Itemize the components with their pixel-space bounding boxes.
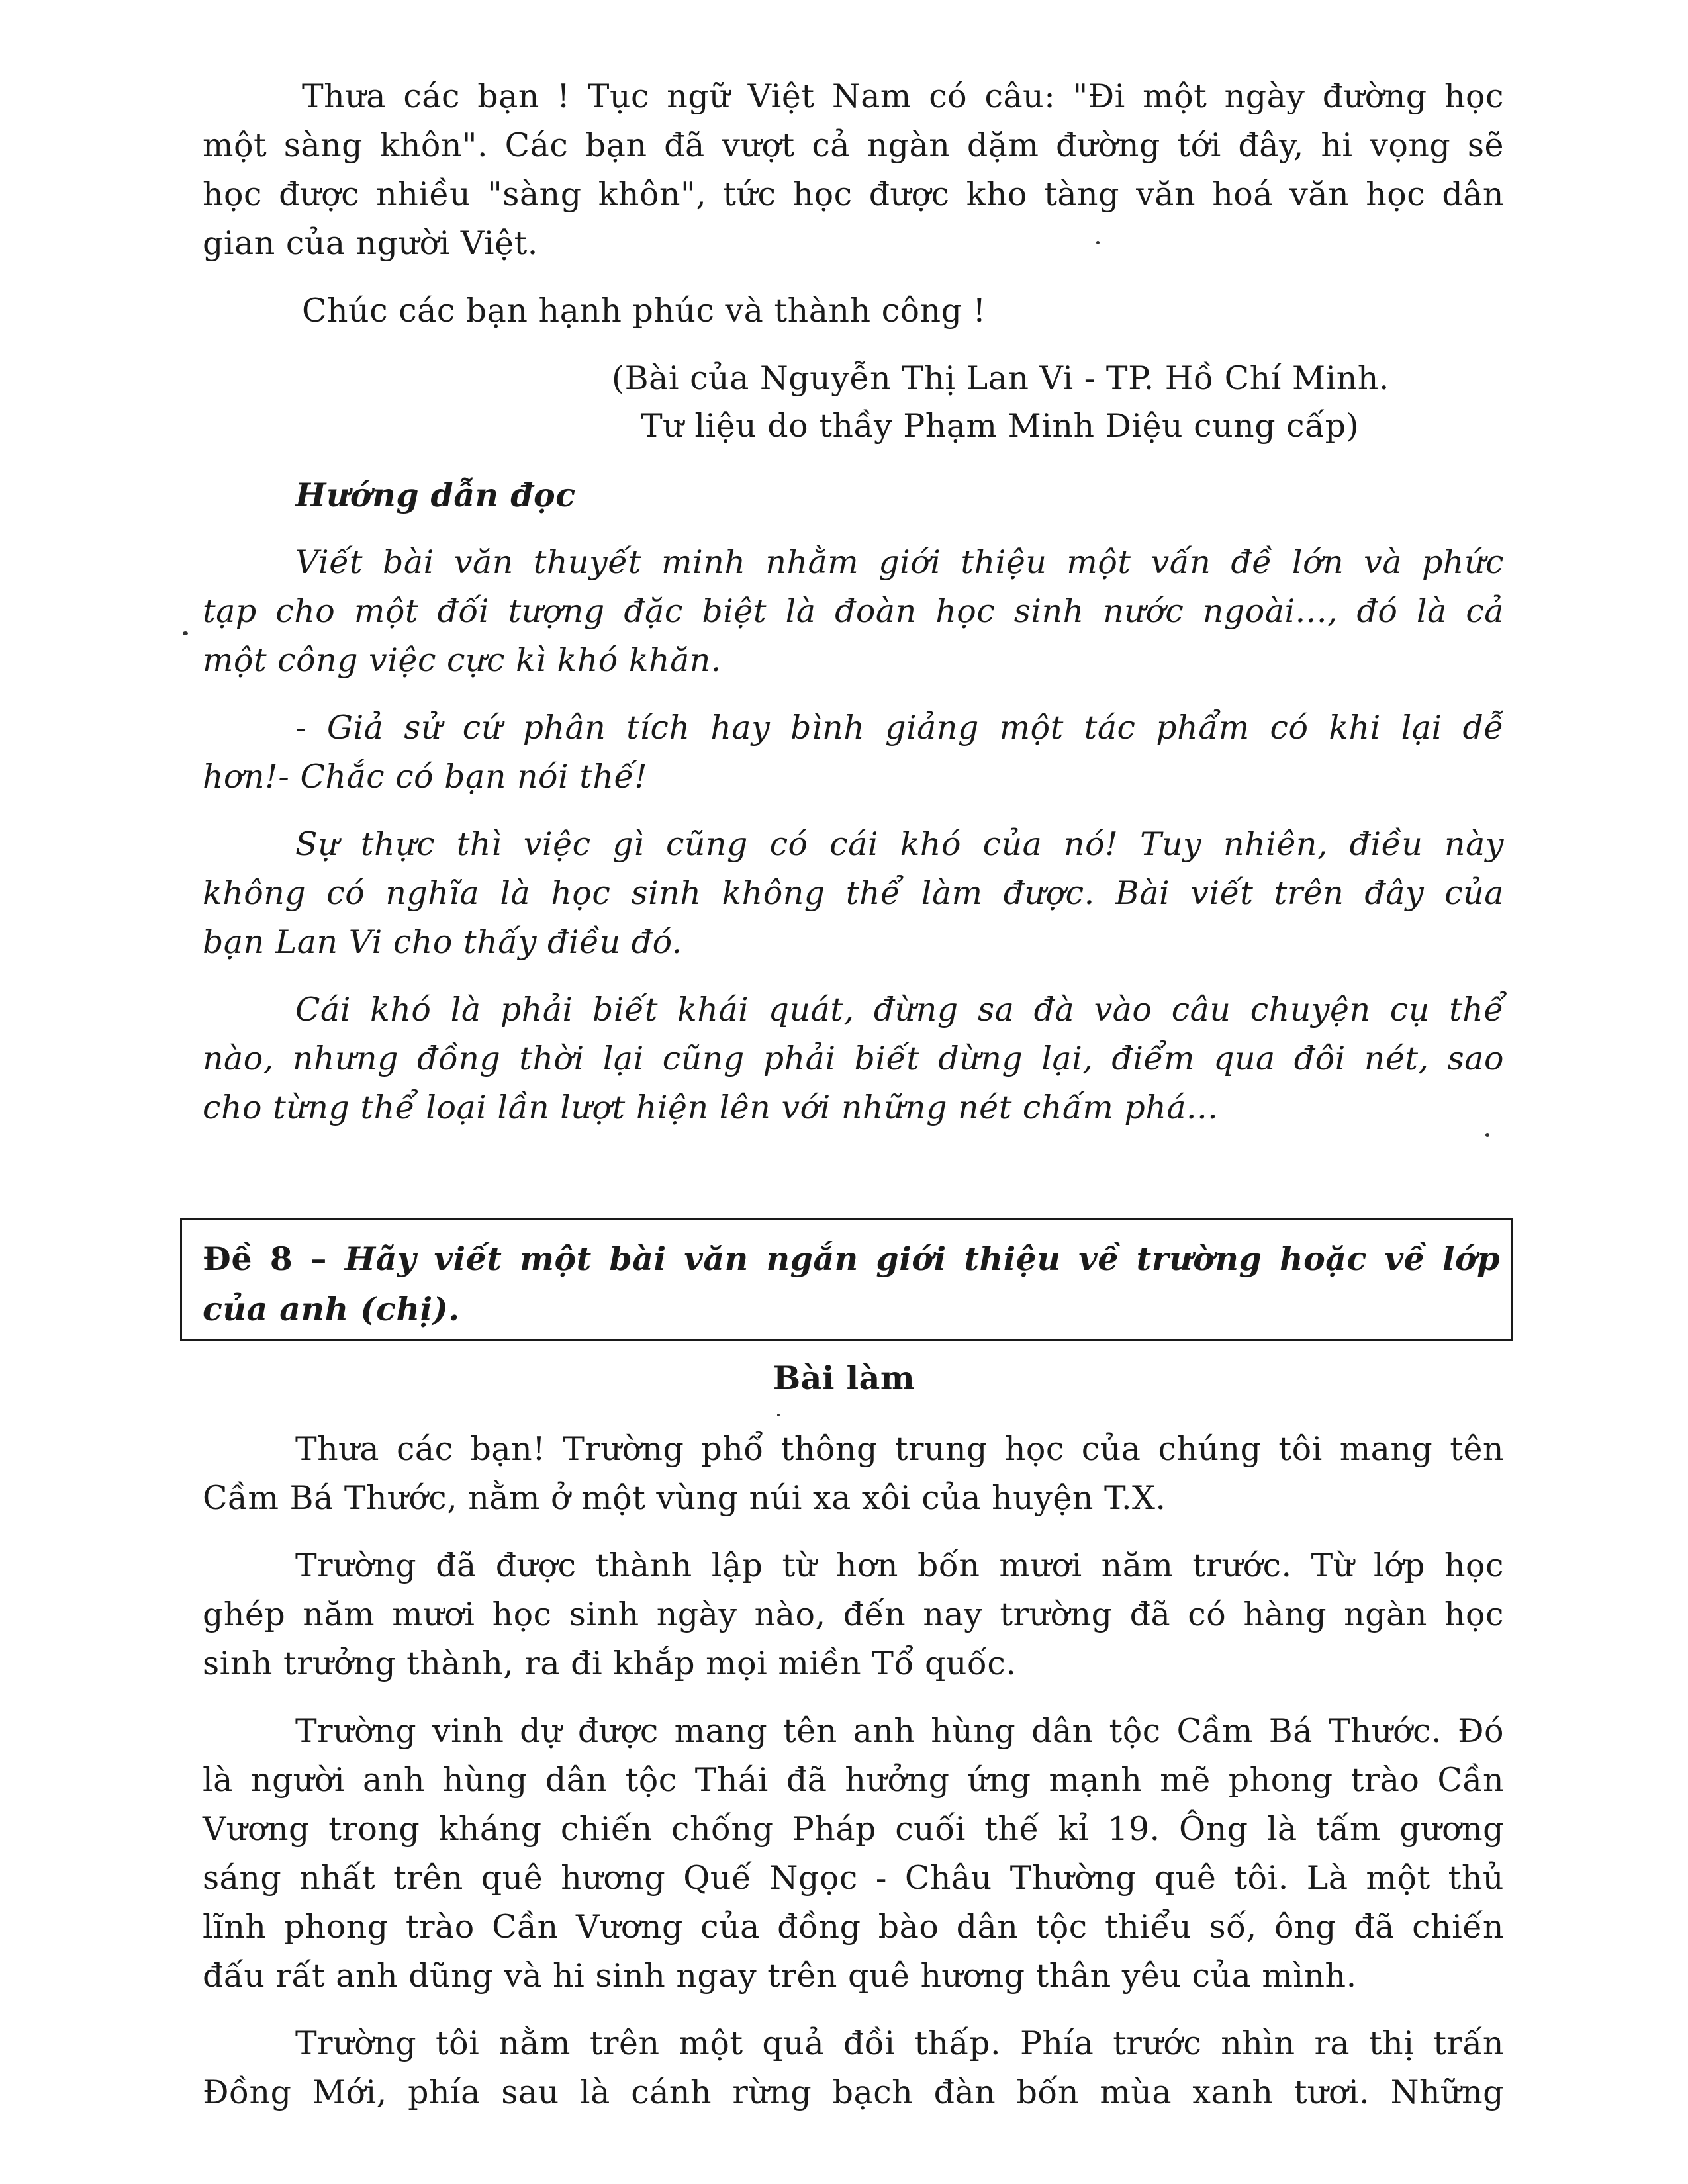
text-line: một sàng khôn". Các bạn đã vượt cả ngàn dặm đường tới đây, hi vọng sẽ	[203, 126, 1504, 164]
scan-speck	[183, 631, 188, 635]
scan-speck	[777, 1414, 780, 1416]
answer-heading: Bài làm	[773, 1359, 915, 1397]
text-line: tạp cho một đối tượng đặc biệt là đoàn học sinh nước ngoài..., đó là cả	[203, 592, 1504, 630]
text-line: Cầm Bá Thước, nằm ở một vùng núi xa xôi của huyện T.X.	[203, 1479, 1166, 1517]
scan-speck	[1485, 1133, 1489, 1137]
text-line: Trường vinh dự được mang tên anh hùng dân tộc Cầm Bá Thước. Đó	[295, 1712, 1504, 1750]
text-line: cho từng thể loại lần lượt hiện lên với những nét chấm phá...	[203, 1089, 1219, 1126]
text-line: Chúc các bạn hạnh phúc và thành công !	[302, 292, 986, 330]
text-line: hơn!- Chắc có bạn nói thế!	[203, 758, 648, 796]
text-line: lĩnh phong trào Cần Vương của đồng bào dân tộc thiểu số, ông đã chiến	[203, 1908, 1504, 1946]
source-note-line: Tư liệu do thầy Phạm Minh Diệu cung cấp)	[641, 407, 1360, 445]
text-line: Trường tôi nằm trên một quả đồi thấp. Phía trước nhìn ra thị trấn	[295, 2025, 1504, 2062]
text-line: Trường đã được thành lập từ hơn bốn mươi năm trước. Từ lớp học	[295, 1547, 1504, 1584]
exercise-prompt: Hãy viết một bài văn ngắn giới thiệu về trường hoặc về lớp	[344, 1240, 1501, 1278]
scan-speck	[1096, 241, 1100, 244]
text-line: học được nhiều "sàng khôn", tức học được kho tàng văn hoá văn học dân	[203, 175, 1504, 213]
source-note-line: (Bài của Nguyễn Thị Lan Vi - TP. Hồ Chí Minh.	[612, 359, 1389, 397]
text-line: Viết bài văn thuyết minh nhằm giới thiệu một vấn đề lớn và phức	[295, 543, 1504, 581]
text-line: đấu rất anh dũng và hi sinh ngay trên quê hương thân yêu của mình.	[203, 1957, 1357, 1995]
text-line: Thưa các bạn ! Tục ngữ Việt Nam có câu: "Đi một ngày đường học	[302, 77, 1504, 115]
guide-heading: Hướng dẫn đọc	[295, 476, 576, 514]
text-line: là người anh hùng dân tộc Thái đã hưởng ứng mạnh mẽ phong trào Cần	[203, 1761, 1504, 1799]
text-line: - Giả sử cứ phân tích hay bình giảng một tác phẩm có khi lại dễ	[295, 709, 1504, 747]
text-line: sáng nhất trên quê hương Quế Ngọc - Châu Thường quê tôi. Là một thủ	[203, 1859, 1504, 1897]
exercise-line-2: của anh (chị).	[203, 1290, 460, 1328]
exercise-line-1	[203, 1238, 1500, 1280]
text-line: ghép năm mươi học sinh ngày nào, đến nay trường đã có hàng ngàn học	[203, 1596, 1504, 1633]
text-line: Vương trong kháng chiến chống Pháp cuối thế kỉ 19. Ông là tấm gương	[203, 1810, 1504, 1848]
text-line: nào, nhưng đồng thời lại cũng phải biết dừng lại, điểm qua đôi nét, sao	[203, 1040, 1504, 1077]
text-line: không có nghĩa là học sinh không thể làm được. Bài viết trên đây của	[203, 874, 1504, 912]
text-line: Thưa các bạn! Trường phổ thông trung học của chúng tôi mang tên	[295, 1430, 1504, 1468]
text-line: bạn Lan Vi cho thấy điều đó.	[203, 923, 682, 961]
text-line: Sự thực thì việc gì cũng có cái khó của nó! Tuy nhiên, điều này	[295, 825, 1504, 863]
text-line: sinh trưởng thành, ra đi khắp mọi miền Tổ quốc.	[203, 1645, 1017, 1682]
text-line: một công việc cực kì khó khăn.	[203, 641, 722, 679]
exercise-label: Đề 8 –	[203, 1240, 328, 1278]
text-line: Cái khó là phải biết khái quát, đừng sa đà vào câu chuyện cụ thể	[295, 991, 1504, 1028]
text-line: Đồng Mới, phía sau là cánh rừng bạch đàn bốn mùa xanh tươi. Những	[203, 2073, 1504, 2111]
text-line: gian của người Việt.	[203, 224, 538, 262]
